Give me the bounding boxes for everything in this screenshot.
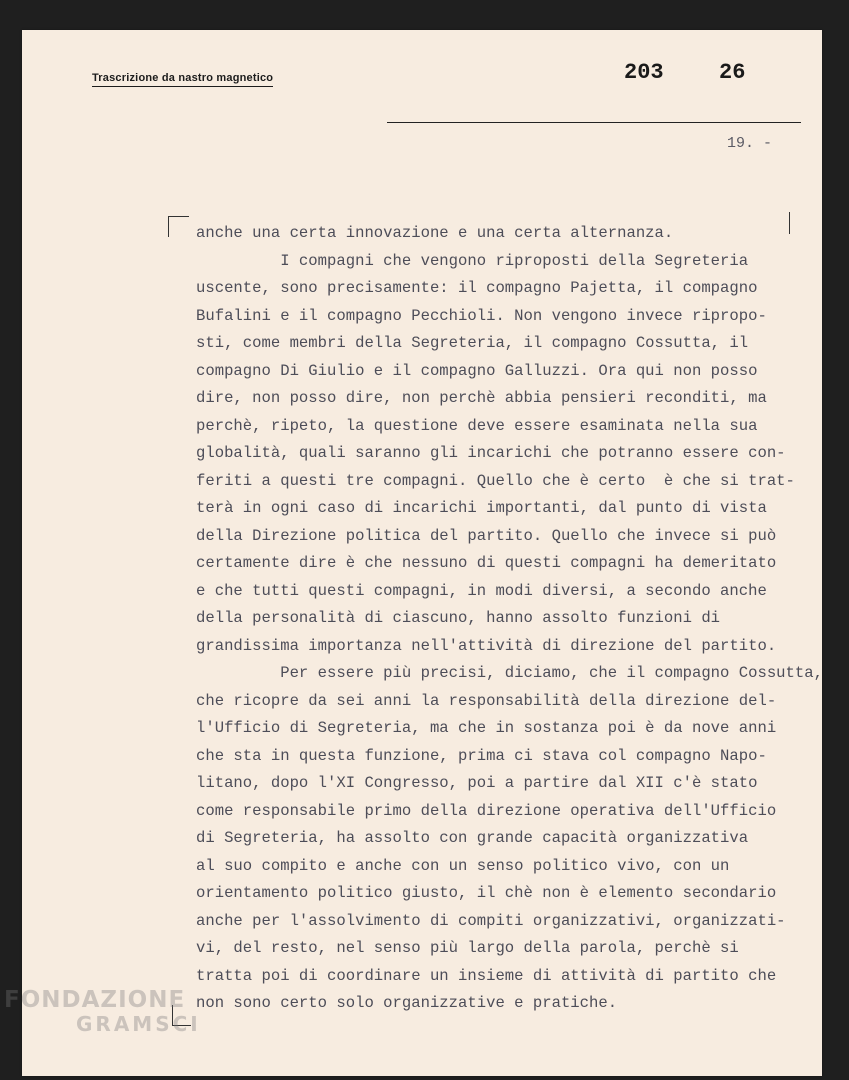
text-line: globalità, quali saranno gli incarichi che potranno essere con- <box>196 444 786 462</box>
text-line: compagno Di Giulio e il compagno Galluzzi. Ora qui non posso <box>196 361 758 380</box>
watermark-logo <box>4 988 201 1036</box>
text-line: l'Ufficio di Segreteria, ma che in sostanza poi è da nove anni <box>196 719 777 737</box>
text-line: anche una certa innovazione e una certa alternanza. <box>196 224 674 242</box>
sheet-number: 26 <box>719 60 746 85</box>
text-line: uscente, sono precisamente: il compagno Pajetta, il compagno <box>196 279 758 297</box>
text-line: Per essere più precisi, diciamo, che il compagno Cossutta, <box>196 664 823 682</box>
text-line: vi, del resto, nel senso più largo della parola, perchè si <box>196 939 739 957</box>
document-number: 203 <box>624 60 664 85</box>
transcript-body <box>196 220 826 1018</box>
text-line: Bufalini e il compagno Pecchioli. Non vengono invece ripropo- <box>196 306 767 325</box>
text-line: certamente dire è che nessuno di questi compagni ha demeritato <box>196 554 777 572</box>
margin-bracket-top <box>168 216 189 237</box>
watermark-line-1: FONDAZIONE <box>4 987 186 1013</box>
text-line: I compagni che vengono riproposti della Segreteria <box>196 251 749 270</box>
text-line: sti, come membri della Segreteria, il compagno Cossutta, il <box>196 334 749 352</box>
text-line: non sono certo solo organizzative e pratiche. <box>196 994 618 1012</box>
text-line: della Direzione politica del partito. Quello che invece si può <box>196 526 777 545</box>
text-line: orientamento politico giusto, il chè non è elemento secondario <box>196 884 777 902</box>
text-line: tratta poi di coordinare un insieme di attività di partito che <box>196 966 777 985</box>
page-reference: 19. - <box>727 135 773 152</box>
text-line: feriti a questi tre compagni. Quello che è certo è che si trat- <box>196 471 795 490</box>
text-line: che ricopre da sei anni la responsabilità della direzione del- <box>196 691 777 710</box>
text-line: della personalità di ciascuno, hanno assolto funzioni di <box>196 609 721 627</box>
text-line: come responsabile primo della direzione operativa dell'Ufficio <box>196 801 777 820</box>
text-line: di Segreteria, ha assolto con grande capacità organizzativa <box>196 829 749 847</box>
header-rule <box>387 122 801 123</box>
text-line: perchè, ripeto, la questione deve essere esaminata nella sua <box>196 416 758 435</box>
header-label: Trascrizione da nastro magnetico <box>92 72 273 87</box>
text-line: litano, dopo l'XI Congresso, poi a partire dal XII c'è stato <box>196 774 758 792</box>
text-line: anche per l'assolvimento di compiti organizzativi, organizzati- <box>196 911 786 930</box>
text-line: dire, non posso dire, non perchè abbia pensieri reconditi, ma <box>196 389 767 407</box>
text-line: terà in ogni caso di incarichi importanti, dal punto di vista <box>196 499 767 517</box>
text-line: che sta in questa funzione, prima ci stava col compagno Napo- <box>196 746 767 765</box>
text-line: e che tutti questi compagni, in modi diversi, a secondo anche <box>196 581 767 600</box>
text-line: al suo compito e anche con un senso politico vivo, con un <box>196 856 730 875</box>
watermark-line-2: GRAMSCI <box>76 1012 201 1036</box>
text-line: grandissima importanza nell'attività di direzione del partito. <box>196 636 777 655</box>
document-page <box>22 30 822 1076</box>
